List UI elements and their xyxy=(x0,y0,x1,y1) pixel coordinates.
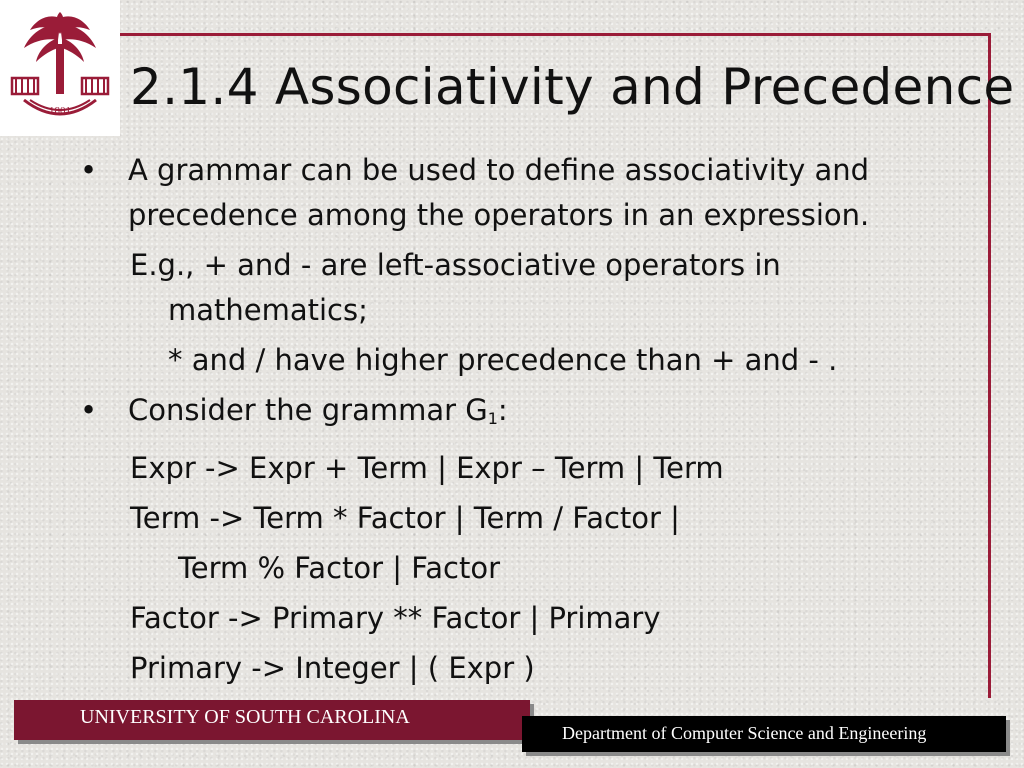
page-title: 2.1.4 Associativity and Precedence xyxy=(130,58,1015,116)
slide-content xyxy=(78,148,978,691)
palmetto-seal-icon xyxy=(8,8,112,128)
example-block xyxy=(78,243,978,333)
seal-year: 1801 xyxy=(49,105,71,117)
bullet-grammar xyxy=(78,388,978,441)
grammar-rule: Factor -> Primary ** Factor | Primary xyxy=(130,601,661,635)
bullet-marker: • xyxy=(80,393,98,427)
university-banner xyxy=(14,700,530,740)
department-name: Department of Computer Science and Engineering xyxy=(562,723,927,743)
bullet-text-line: A grammar can be used to define associativity and xyxy=(128,153,870,187)
grammar-rule: Term % Factor | Factor xyxy=(178,551,501,585)
university-name: UNIVERSITY OF SOUTH CAROLINA xyxy=(80,706,410,728)
grammar-intro: Consider the grammar G xyxy=(128,393,488,427)
example-line: * and / have higher precedence than + and - . xyxy=(168,343,838,377)
bullet-text-line xyxy=(128,388,978,441)
grammar-rule: Expr -> Expr + Term | Expr – Term | Term xyxy=(130,451,724,485)
department-banner xyxy=(522,716,1006,752)
bullet-associativity xyxy=(78,148,978,238)
bullet-text-line: precedence among the operators in an expression. xyxy=(128,198,870,232)
example-line: E.g., + and - are left-associative operators in xyxy=(130,248,781,282)
grammar-subscript: 1 xyxy=(487,409,498,428)
bullet-marker: • xyxy=(80,153,98,187)
grammar-rule: Primary -> Integer | ( Expr ) xyxy=(130,651,535,685)
example-line: mathematics; xyxy=(168,293,368,327)
grammar-rule: Term -> Term * Factor | Term / Factor | xyxy=(130,501,680,535)
grammar-colon: : xyxy=(497,393,508,427)
university-logo xyxy=(0,0,120,136)
